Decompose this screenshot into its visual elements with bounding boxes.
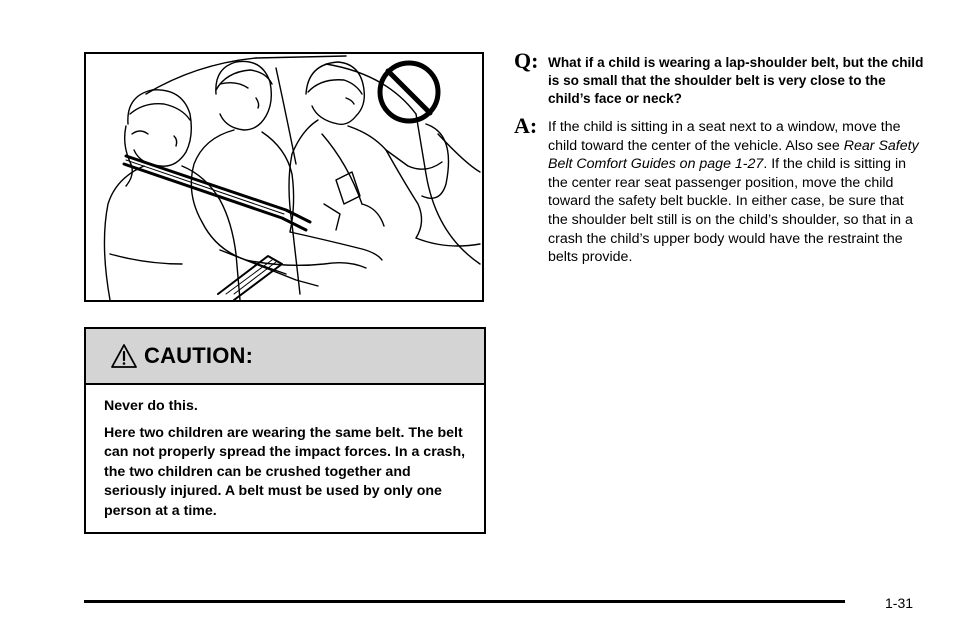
answer-text — [548, 115, 924, 267]
question-mark-label: Q: — [514, 48, 539, 73]
page-number: 1-31 — [885, 595, 914, 611]
caution-paragraph: Never do this. — [104, 398, 198, 414]
illustration-drawing — [86, 54, 482, 300]
answer-cross-reference: Rear Safety Belt Comfort Guides on page 1-27 — [548, 137, 919, 173]
caution-title: CAUTION: — [144, 343, 254, 368]
question-text: What if a child is wearing a lap-shoulder belt, but the child is so small that the shoulder belt is very close to the child’s face or neck? — [548, 55, 924, 107]
question-block — [514, 50, 924, 109]
answer-text-part1: If the child is sitting in a seat next to a window, move the child toward the center of the vehicle. Also see — [548, 119, 901, 154]
footer-rule — [84, 600, 845, 603]
answer-mark-label: A: — [514, 113, 538, 138]
answer-text-part2: . If the child is sitting in the center rear seat passenger position, move the child toward the safety belt buckle. In either case, be sure that the shoulder belt still is on the child’s shoulder, so that in a crash the child’s upper body would have the restraint the belts provide. — [548, 156, 913, 266]
caution-box — [84, 327, 486, 534]
warning-triangle-icon — [110, 343, 138, 369]
caution-body — [86, 385, 484, 522]
no-symbol-icon — [380, 63, 438, 121]
illustration-two-children-one-belt — [84, 52, 484, 302]
caution-header — [86, 329, 484, 385]
answer-block — [514, 115, 924, 267]
caution-paragraph: Here two children are wearing the same belt. The belt can not properly spread the impact forces. In a crash, the two children can be crushed together and seriously injured. A belt must be used by only one person at a time. — [104, 424, 466, 519]
